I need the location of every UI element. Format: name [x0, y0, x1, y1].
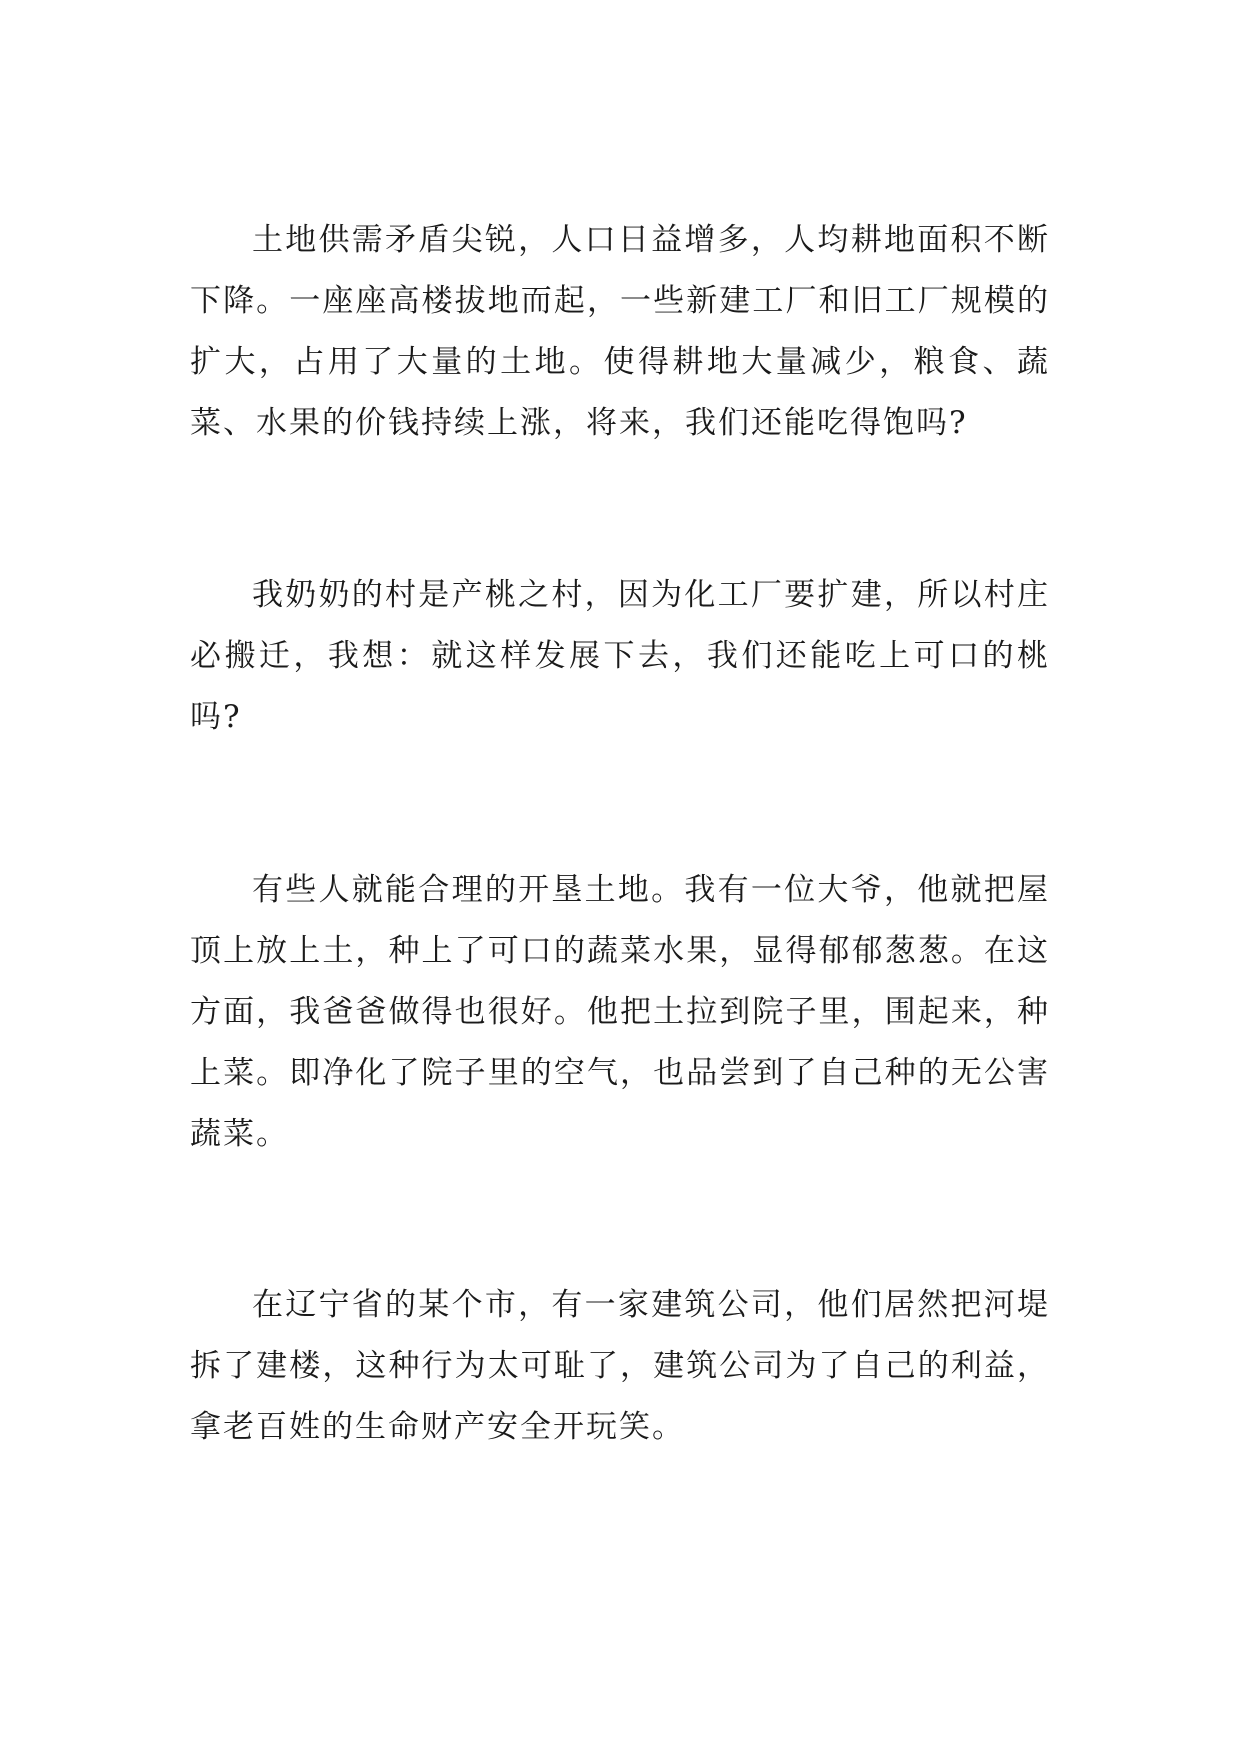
paragraph-1: 土地供需矛盾尖锐，人口日益增多，人均耕地面积不断下降。一座座高楼拔地而起，一些新建工厂和旧工厂规模的扩大，占用了大量的土地。使得耕地大量减少，粮食、蔬菜、水果的价钱持续上涨，将来，我们还能吃得饱吗?	[190, 222, 1050, 441]
paragraph-4: 在辽宁省的某个市，有一家建筑公司，他们居然把河堤拆了建楼，这种行为太可耻了，建筑公司为了自己的利益，拿老百姓的生命财产安全开玩笑。	[190, 1287, 1050, 1445]
paragraph-3: 有些人就能合理的开垦土地。我有一位大爷，他就把屋顶上放上土，种上了可口的蔬菜水果，显得郁郁葱葱。在这方面，我爸爸做得也很好。他把土拉到院子里，围起来，种上菜。即净化了院子里的空气，也品尝到了自己种的无公害蔬菜。	[190, 872, 1050, 1152]
paragraph-2: 我奶奶的村是产桃之村，因为化工厂要扩建，所以村庄必搬迁，我想：就这样发展下去，我们还能吃上可口的桃吗?	[190, 577, 1050, 735]
